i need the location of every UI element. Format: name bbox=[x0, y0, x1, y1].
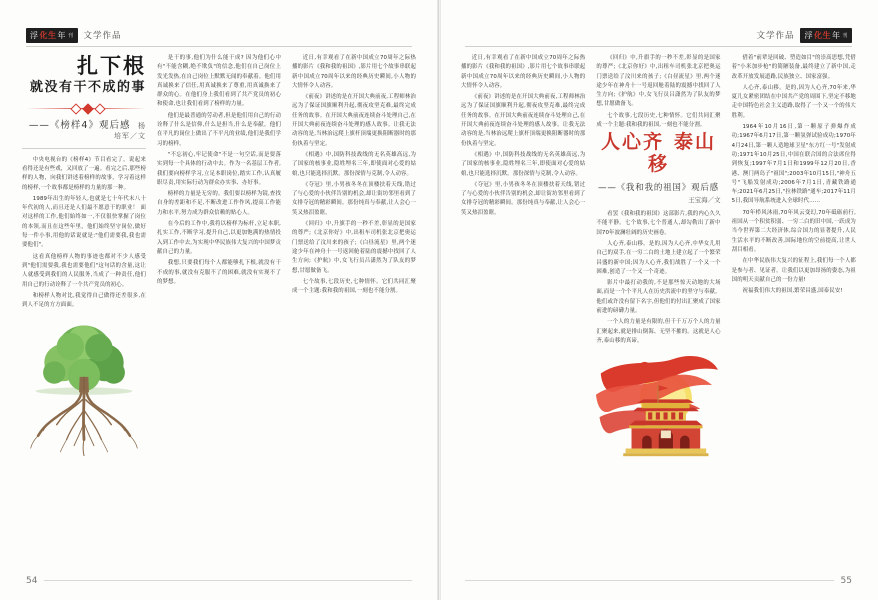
left-column-3 bbox=[292, 54, 416, 570]
right-page bbox=[439, 0, 878, 600]
logo-pre: 浮 bbox=[804, 30, 813, 40]
running-head-left bbox=[26, 26, 122, 44]
article2-author: 王宝海／文 bbox=[688, 196, 721, 205]
article2-title-b: 泰山移 bbox=[647, 131, 716, 176]
paragraph: 70年栉风沐雨,70年风云变幻,70年砥砺前行,祖国从一个积贫积弱、一穷二白的旧中国,一跃成为当今世界第二大经济体,综合国力的显著提升,人民生活水平的不断改善,国际地位的空前提高,让世人刮目相看。 bbox=[731, 209, 856, 253]
paragraph: 《夺冠》里,小男孩冬冬在顶楼扶着天线,错过了与心爱的小伙伴告别的机会,却让街坊邻里看到了女排夺冠的精彩瞬间。那份纯真与奉献,让人会心一笑又热泪盈眶。 bbox=[461, 181, 586, 216]
right-column-2 bbox=[596, 54, 720, 570]
article2-col-body bbox=[596, 210, 720, 346]
logo-post: 年 bbox=[57, 30, 66, 40]
paragraph: 一个人的力量是有限的,但千千万万个人的力量汇聚起来,就是排山倒海、无坚不摧的。这就是人心齐,泰山移的真谛。 bbox=[596, 319, 721, 344]
paragraph: 近日,有幸观看了在新中国成立70周年之际热播的影片《我和我的祖国》,影片用七个故事串联起新中国成立70周年以来的经典历史瞬间,小人物的大情怀令人动容。 bbox=[292, 55, 416, 89]
logo-tiny: 刊 bbox=[842, 32, 848, 39]
ornament-diamond-2 bbox=[82, 103, 93, 114]
right-column-1 bbox=[461, 54, 585, 570]
logo-post: 年 bbox=[831, 30, 841, 40]
tiananmen-illustration bbox=[596, 352, 720, 459]
paragraph: 1989年出生的年轻人,也就是七十年代末八十年代初的人,而且还是人们最不愿意干的职业！ 面对这样的工作,他们始终如一,不仅很快掌握了岗位的本领,而且在这些年里，他们始终坚守岗位,做好每一件小事,用他的话说就是:"他们需要我,我也需要他们"。 bbox=[22, 195, 146, 249]
paragraph: 近日,有幸观看了在新中国成立70周年之际热播的影片《我和我的祖国》,影片用七个故事串联起新中国成立70周年以来的经典历史瞬间,小人物的大情怀令人动容。 bbox=[461, 55, 586, 89]
section-label-right: 文学作品 bbox=[756, 31, 795, 41]
paragraph: 榜样的力量是无穷的。我们要以榜样为镜,查找自身的差距和不足,不断改进工作作风,提高工作能力和水平,努力成为群众信赖的贴心人。 bbox=[157, 191, 281, 216]
paragraph: 《相遇》中,国防科技战线的无名英雄高远,为了国家的核事业,隐姓埋名三年,即使面对心爱的姑娘,也只能选择沉默。那份深情与克制,令人动容。 bbox=[292, 151, 416, 177]
article2-title-a: 人心齐 bbox=[600, 131, 664, 154]
page-number-left: 54 bbox=[26, 576, 38, 586]
ornament-diamond-3 bbox=[94, 103, 105, 114]
paragraph: 《相遇》中,国防科技战线的无名英雄高远,为了国家的核事业,隐姓埋名三年,即使面对心爱的姑娘,也只能选择沉默。那份深情与克制,令人动容。 bbox=[461, 151, 586, 177]
logo-accent: 化生 bbox=[813, 30, 831, 40]
left-column-2 bbox=[157, 54, 281, 570]
footer-rule-left bbox=[44, 580, 412, 581]
paragraph: 1964年10月16日,第一颗原子弹爆炸成功;1967年6月17日,第一颗氢弹试验成功;1970年4月24日,第一颗人造地球卫星"东方红一号"发射成功;1971年10月25日,中国在联合国的合法席位得到恢复;1997年7月1日和1999年12月20日,香港、澳门两岛子"祖国";2003年10月15日,"神舟五号"飞船发射成功;2006年7月1日,青藏铁路通车;2021年6月25日,"拉林铁路"通车;2017年11月5日,我国导航系统进入全球时代…… bbox=[731, 124, 856, 205]
paragraph: 在中华民族伟大复兴的征程上,我们每一个人都是参与者、见证者。让我们以更加昂扬的姿态,为祖国的明天贡献自己的一份力量! bbox=[731, 258, 856, 283]
logo-pre: 浮 bbox=[30, 30, 39, 40]
article1-head-rule bbox=[22, 148, 146, 149]
article2-source: ——《我和我的祖国》观后感 bbox=[598, 183, 719, 194]
paragraph: 人心齐,泰山移。是的,因为人心齐,中华女儿用自己的双手,在一穷二白的土地上建立起了一个繁荣昌盛的新中国;因为人心齐,我们战胜了一个又一个困难,创造了一个又一个奇迹。 bbox=[596, 240, 721, 275]
article1-source: ——《榜样4》观后感 bbox=[28, 119, 131, 131]
header-rule-right bbox=[465, 46, 852, 47]
footer-rule-right bbox=[465, 580, 834, 581]
article1-col2-body bbox=[157, 54, 281, 287]
paragraph: 是干的事,他们为什么能干成? 因为他们心中有"不能含糊,绝不欺负"的信念,他们在自己岗位上发光发热,在自己岗位上默默无闻的奉献着。他们用真诚换来了信任,用真诚换来了尊重,用真诚换来了群众的心。在他们身上我们看到了共产党员的初心和使命,也让我们看到了榜样的力量。 bbox=[157, 55, 281, 108]
magazine-logo bbox=[26, 28, 78, 43]
article2-title bbox=[596, 132, 720, 176]
paragraph: 《回归》中,升旗手的一秒不差,彰显的是国家的尊严;《北京你好》中,出租车司机张北京把奥运门票送给了汶川来的孩子;《白昼流星》里,两个迷途少年在神舟十一号返回舱着陆的震撼中找回了人生方向;《护航》中,女飞行员吕潇然为了队友的梦想,甘愿做备飞。 bbox=[292, 221, 416, 274]
paragraph: 祝福我们伟大的祖国,繁荣昌盛,国泰民安! bbox=[742, 288, 843, 295]
title-ornament bbox=[26, 103, 146, 113]
article2-timeline-body bbox=[732, 54, 856, 296]
article1-tail-body bbox=[596, 54, 720, 130]
article1-header bbox=[22, 54, 146, 149]
logo-accent: 化生 bbox=[39, 30, 57, 40]
paragraph: "不忘初心,牢记使命"不是一句空话,而是要落实到每一个具体的行动中去。作为一名基层工作者,我们要向榜样学习,立足本职岗位,踏实工作,认真履职尽责,用实际行动为群众办实事、办好事。 bbox=[157, 151, 281, 186]
paragraph: 影片中最打动我的,不是那些惊天动地的大场面,而是一个个平凡人在历史洪流中的坚守与奉献。他们或许没有留下名字,但他们的付出汇聚成了国家前进的磅礴力量。 bbox=[596, 280, 721, 315]
paragraph: 我想,只要我们每个人都能够扎下根,就没有干不成的事,就没有克服不了的困难,就没有实现不了的梦想。 bbox=[157, 260, 281, 285]
article1-col4-body bbox=[461, 54, 585, 218]
article2-byline bbox=[596, 181, 720, 193]
article2-header bbox=[596, 132, 720, 204]
paragraph: 七个故事,七段历史,七种情怀。它们共同汇聚成一个主题:我和我的祖国,一刻也不能分割。 bbox=[596, 112, 721, 129]
article1-col1-body bbox=[22, 156, 146, 311]
tree-illustration bbox=[22, 318, 146, 461]
paragraph: 《前夜》讲述的是在开国大典前夜,工程师林治远为了保证国旗顺利升起,彻夜攻坚克难,最终完成任务的故事。在开国大典前夜连续奋斗处理自己,在开国大典前夜连续奋斗处理的感人故事。让我无法动容的是,当林治远爬上旗杆顶端更换阻断器时的那份执着与坚定。 bbox=[461, 94, 586, 147]
ornament-diamond-1 bbox=[70, 103, 81, 114]
paragraph: 借着"前辈是回破、塑造如目"的崇高思想,凭借着"小米加步枪"的简陋装备,最终建立了新中国,走改革开放发展道路,民族独立、国家富强。 bbox=[731, 55, 856, 80]
paragraph: 《前夜》讲述的是在开国大典前夜,工程师林治远为了保证国旗顺利升起,彻夜攻坚克难,最终完成任务的故事。在开国大典前夜连续奋斗处理自己,在开国大典前夜连续奋斗处理的感人故事。让我无法动容的是,当林治远爬上旗杆顶端更换阻断器时的那份执着与坚定。 bbox=[292, 94, 416, 147]
right-column-3 bbox=[732, 54, 856, 570]
paragraph: 他们是最普通的劳动者,但是他们用自己的行动诠释了什么是信仰,什么是担当,什么是奉献。他们在平凡的岗位上做出了不平凡的业绩,他们是我们学习的榜样。 bbox=[157, 112, 281, 147]
article1-byline bbox=[22, 117, 146, 141]
paragraph: 中央电视台的《榜样4》节目看完了，说起来看得还是有些戏，又回放了一遍。看完之后,那些榜样的人物，向我们讲述着榜样的故事，学习着这样的榜样,一个故事都是榜样的力量的那一种。 bbox=[22, 156, 146, 191]
paragraph: 看罢《我和我的祖国》这部影片,我的内心久久不能平静。七个故事,七个普通人,却勾勒出了新中国70年波澜壮阔的历史画卷。 bbox=[596, 211, 721, 236]
paragraph: 七个故事,七段历史,七种情怀。它们共同汇聚成一个主题:我和我的祖国,一刻也不能分割。 bbox=[292, 278, 416, 295]
paragraph: 和榜样人物对比,我觉得自己做得还差很多,在到人不足的方方面面。 bbox=[22, 292, 146, 309]
running-head-right bbox=[756, 26, 852, 44]
article1-author: 杨培军／文 bbox=[114, 121, 146, 140]
section-label-left: 文学作品 bbox=[83, 31, 122, 41]
page-number-right: 55 bbox=[840, 576, 852, 586]
article1-title-sub: 就没有干不成的事 bbox=[29, 80, 146, 96]
left-columns bbox=[22, 54, 416, 570]
right-columns bbox=[461, 54, 856, 570]
paragraph: 人心齐,泰山移。是的,因为人心齐,70年来,华夏儿女紧密团结在中国共产党的周围下,坚定不移地走中国特色社会主义道路,取得了一个又一个的伟大胜利。 bbox=[731, 84, 856, 119]
article1-col3-body bbox=[292, 54, 416, 296]
logo-tiny: 刊 bbox=[68, 32, 74, 39]
article1-title-main: 扎下根 bbox=[77, 53, 146, 78]
paragraph: 在今后的工作中,我将以榜样为标杆,立足本职,扎实工作,不断学习,提升自己,以更加饱满的热情投入到工作中去,为实现中华民族伟大复兴的中国梦贡献自己的力量。 bbox=[157, 221, 281, 255]
paragraph: 《回归》中,升旗手的一秒不差,彰显的是国家的尊严;《北京你好》中,出租车司机张北京把奥运门票送给了汶川来的孩子;《白昼流星》里,两个迷途少年在神舟十一号返回舱着陆的震撼中找回了人生方向;《护航》中,女飞行员吕潇然为了队友的梦想,甘愿做备飞。 bbox=[596, 55, 721, 108]
paragraph: 《夺冠》里,小男孩冬冬在顶楼扶着天线,错过了与心爱的小伙伴告别的机会,却让街坊邻里看到了女排夺冠的精彩瞬间。那份纯真与奉献,让人会心一笑又热泪盈眶。 bbox=[292, 181, 416, 216]
magazine-logo bbox=[800, 28, 852, 43]
paragraph: 这看真他榜样人物的事迹也都对不少人感受到"他们需要我,我也需要他们"这句话的含量,这让人就感受到我们的人民服务,当成了一种责任,他们用自己的行动诠释了一个共产党员的初心。 bbox=[22, 253, 146, 288]
left-column-1 bbox=[22, 54, 146, 570]
header-rule-left bbox=[26, 46, 412, 47]
